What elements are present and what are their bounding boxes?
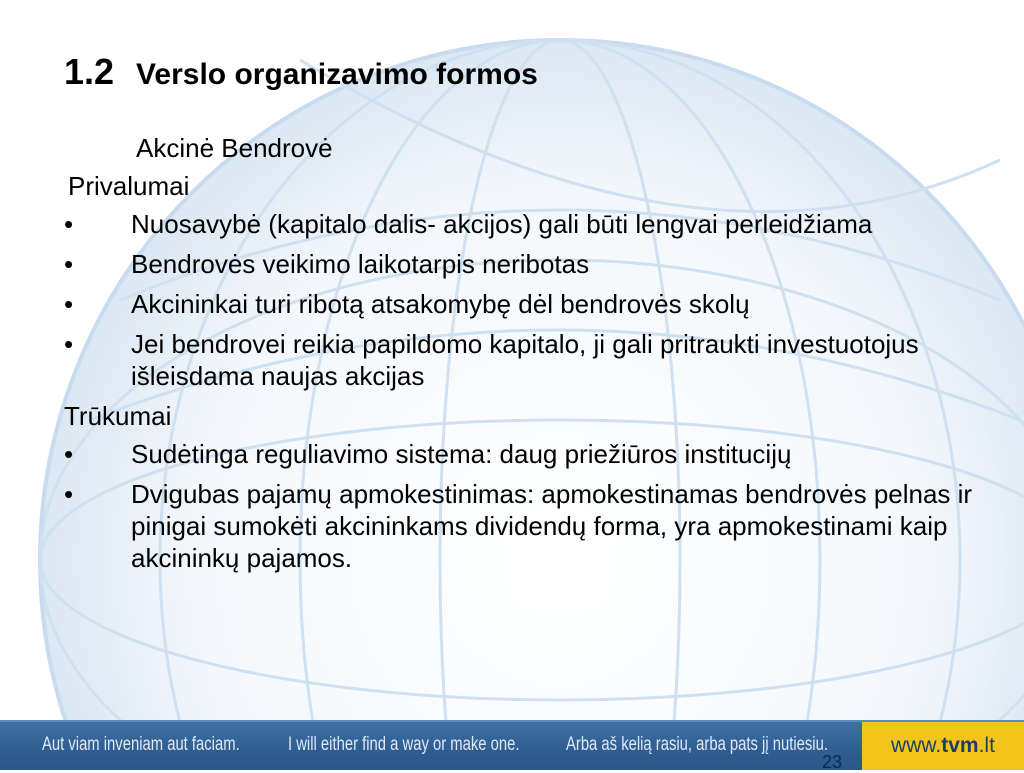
brand-suffix: .lt xyxy=(978,734,995,757)
brand-prefix: www. xyxy=(891,734,942,757)
page-number: 23 xyxy=(822,752,843,772)
bullet-icon: • xyxy=(64,479,74,509)
bullet-icon: • xyxy=(64,249,74,279)
list-item xyxy=(64,288,1014,320)
list-item-text: Sudėtinga reguliavimo sistema: daug priežiūros institucijų xyxy=(131,439,792,469)
list-item-text: Dvigubas pajamų apmokestinimas: apmokestinamas bendrovės pelnas ir pinigai sumokėti akcininkams dividendų forma, yra apmokestinami kaip akcininkų pajamos. xyxy=(131,479,973,573)
slide-content xyxy=(64,132,1014,582)
brand-link[interactable] xyxy=(862,722,1024,770)
list-item-text: Bendrovės veikimo laikotarpis neribotas xyxy=(131,249,590,279)
list-item xyxy=(64,328,1014,392)
advantages-list xyxy=(64,208,1014,392)
list-item-text: Nuosavybė (kapitalo dalis- akcijos) gali būti lengvai perleidžiama xyxy=(131,209,873,239)
disadvantages-label: Trūkumai xyxy=(64,401,172,431)
motto-lithuanian: Arba aš kelią rasiu, arba pats jį nutiesiu. xyxy=(566,734,828,755)
advantages-label: Privalumai xyxy=(68,171,190,201)
list-item xyxy=(64,438,1014,470)
slide-title xyxy=(64,50,538,97)
list-item-text: Jei bendrovei reikia papildomo kapitalo, ji gali pritraukti investuotojus išleisdama naujas akcijas xyxy=(131,329,919,391)
list-item xyxy=(64,208,1014,240)
motto-english: I will either find a way or make one. xyxy=(288,734,520,755)
list-item-text: Akcininkai turi ribotą atsakomybę dėl bendrovės skolų xyxy=(131,289,750,319)
disadvantages-list xyxy=(64,438,1014,574)
list-item xyxy=(64,248,1014,280)
subheading: Akcinė Bendrovė xyxy=(136,133,333,163)
title-number: 1.2 xyxy=(64,51,115,92)
list-item xyxy=(64,478,1014,574)
bullet-icon: • xyxy=(64,289,74,319)
brand-name: tvm xyxy=(941,734,979,757)
bullet-icon: • xyxy=(64,329,74,359)
bullet-icon: • xyxy=(64,439,74,469)
bullet-icon: • xyxy=(64,209,74,239)
footer-bar xyxy=(0,720,1024,770)
title-text: Verslo organizavimo formos xyxy=(136,58,538,91)
motto-latin: Aut viam inveniam aut faciam. xyxy=(42,734,240,755)
